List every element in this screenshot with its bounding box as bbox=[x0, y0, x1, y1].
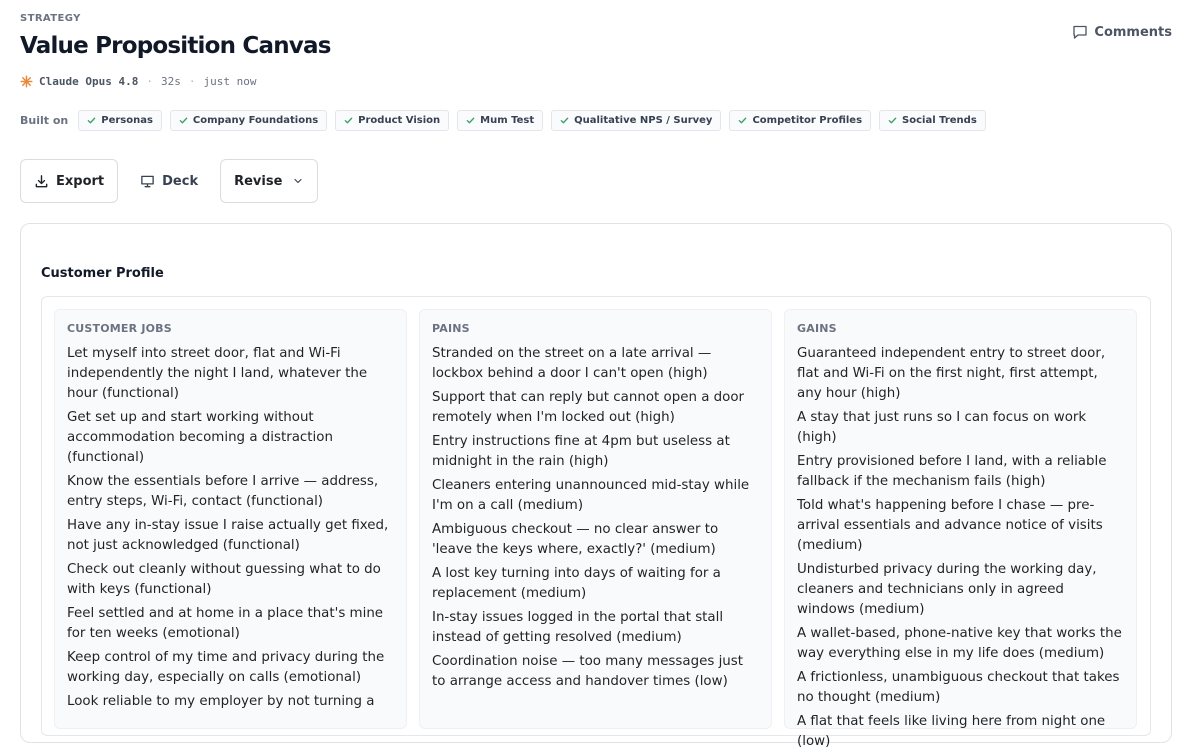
built-on-row bbox=[20, 110, 986, 131]
chip-label: Company Foundations bbox=[192, 115, 319, 126]
comments-button[interactable] bbox=[1072, 24, 1172, 40]
list-item: A flat that feels like living here from night one (low) bbox=[797, 714, 1106, 749]
built-on-chip-qualitative-nps[interactable] bbox=[551, 110, 721, 131]
chip-label: Social Trends bbox=[902, 115, 977, 126]
list-item: Support that can reply but cannot open a door remotely when I'm locked out (high) bbox=[432, 390, 745, 425]
download-icon bbox=[34, 174, 49, 189]
deck-button[interactable] bbox=[126, 159, 212, 203]
gains-list bbox=[797, 344, 1124, 752]
chip-label: Personas bbox=[101, 115, 153, 126]
customer-jobs-column bbox=[54, 309, 407, 729]
column-heading: GAINS bbox=[797, 322, 837, 335]
meta-separator: · bbox=[188, 75, 196, 88]
meta-separator: · bbox=[146, 75, 153, 88]
page-title: Value Proposition Canvas bbox=[20, 33, 331, 59]
list-item: Guaranteed independent entry to street door, flat and Wi-Fi on the first night, first attempt, any hour (high) bbox=[797, 346, 1106, 401]
list-item: Stranded on the street on a late arrival — lockbox behind a door I can't open (high) bbox=[432, 346, 712, 381]
chip-label: Mum Test bbox=[480, 115, 535, 126]
chip-label: Qualitative NPS / Survey bbox=[574, 115, 713, 126]
comments-label: Comments bbox=[1094, 24, 1172, 40]
list-item: Entry provisioned before I land, with a reliable fallback if the mechanism fails (high) bbox=[797, 454, 1107, 489]
revise-label: Revise bbox=[234, 173, 283, 189]
sparkle-icon bbox=[20, 75, 33, 88]
built-on-chip-social-trends[interactable] bbox=[879, 110, 986, 131]
gains-column bbox=[784, 309, 1137, 749]
presentation-icon bbox=[140, 174, 155, 189]
model-name: Claude Opus 4.8 bbox=[39, 75, 139, 88]
list-item: Keep control of my time and privacy during the working day, especially on calls (emotional) bbox=[67, 650, 385, 685]
list-item: Told what's happening before I chase — pre-arrival essentials and advance notice of visits (medium) bbox=[797, 498, 1103, 553]
list-item: Get set up and start working without accommodation becoming a distraction (functional) bbox=[67, 410, 333, 465]
built-on-chip-product-vision[interactable] bbox=[335, 110, 449, 131]
pains-list bbox=[432, 344, 759, 692]
list-item: Let myself into street door, flat and Wi-Fi independently the night I land, whatever the hour (functional) bbox=[67, 346, 368, 401]
list-item: Ambiguous checkout — no clear answer to 'leave the keys where, exactly?' (medium) bbox=[432, 522, 719, 557]
customer-profile-title: Customer Profile bbox=[41, 266, 164, 281]
list-item: Look reliable to my employer by not turning a bbox=[67, 694, 375, 709]
list-item: A frictionless, unambiguous checkout that takes no thought (medium) bbox=[797, 670, 1120, 705]
canvas-card bbox=[20, 223, 1172, 749]
list-item: Check out cleanly without guessing what to do with keys (functional) bbox=[67, 562, 381, 597]
list-item: Entry instructions fine at 4pm but useless at midnight in the rain (high) bbox=[432, 434, 730, 469]
list-item: A lost key turning into days of waiting for a replacement (medium) bbox=[432, 566, 721, 601]
list-item: Have any in-stay issue I raise actually get fixed, not just acknowledged (functional) bbox=[67, 518, 389, 553]
list-item: Coordination noise — too many messages just to arrange access and handover times (low) bbox=[432, 654, 743, 689]
check-icon bbox=[560, 116, 569, 125]
list-item: A wallet-based, phone-native key that works the way everything else in my life does (medium) bbox=[797, 626, 1122, 661]
built-on-chip-mum-test[interactable] bbox=[457, 110, 543, 131]
revise-button[interactable] bbox=[220, 159, 318, 203]
check-icon bbox=[466, 116, 475, 125]
customer-profile-panel bbox=[41, 296, 1151, 749]
list-item: A stay that just runs so I can focus on work (high) bbox=[797, 410, 1087, 445]
check-icon bbox=[738, 116, 747, 125]
chip-label: Product Vision bbox=[358, 115, 441, 126]
deck-label: Deck bbox=[162, 173, 199, 189]
comment-icon bbox=[1072, 24, 1088, 40]
column-heading: CUSTOMER JOBS bbox=[67, 322, 172, 335]
export-label: Export bbox=[56, 173, 105, 189]
check-icon bbox=[87, 116, 96, 125]
check-icon bbox=[888, 116, 897, 125]
built-on-chip-company-foundations[interactable] bbox=[170, 110, 327, 131]
list-item: In-stay issues logged in the portal that stall instead of getting resolved (medium) bbox=[432, 610, 724, 645]
built-on-chip-personas[interactable] bbox=[78, 110, 162, 131]
list-item: Cleaners entering unannounced mid-stay while I'm on a call (medium) bbox=[432, 478, 750, 513]
check-icon bbox=[179, 116, 188, 125]
chip-label: Competitor Profiles bbox=[752, 115, 863, 126]
page-eyebrow: STRATEGY bbox=[20, 13, 81, 24]
list-item: Know the essentials before I arrive — address, entry steps, Wi-Fi, contact (functional) bbox=[67, 474, 379, 509]
chevron-down-icon bbox=[292, 175, 304, 187]
built-on-chip-competitor-profiles[interactable] bbox=[729, 110, 871, 131]
generation-meta bbox=[20, 75, 256, 88]
list-item: Feel settled and at home in a place that's mine for ten weeks (emotional) bbox=[67, 606, 384, 641]
check-icon bbox=[344, 116, 353, 125]
generation-duration: 32s bbox=[160, 75, 181, 88]
column-heading: PAINS bbox=[432, 322, 470, 335]
generation-time: just now bbox=[203, 75, 257, 88]
export-button[interactable] bbox=[20, 159, 118, 203]
customer-jobs-list bbox=[67, 344, 394, 712]
list-item: Undisturbed privacy during the working day, cleaners and technicians only in agreed windows (medium) bbox=[797, 562, 1097, 617]
action-toolbar bbox=[20, 159, 318, 203]
built-on-label: Built on bbox=[20, 114, 69, 127]
pains-column bbox=[419, 309, 772, 729]
